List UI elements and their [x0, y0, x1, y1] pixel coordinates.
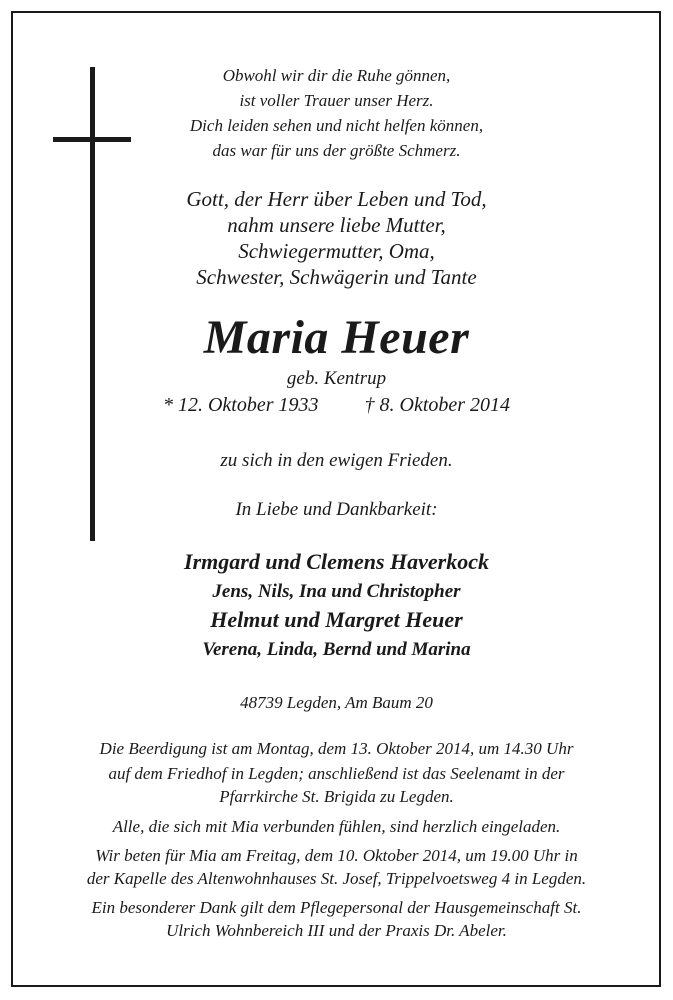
notice-line: Ein besonderer Dank gilt dem Pflegepersonal der Hausgemeinschaft St.	[91, 898, 582, 917]
notice-line: Pfarrkirche St. Brigida zu Legden.	[219, 787, 454, 806]
family-line: Jens, Nils, Ina und Christopher	[212, 581, 461, 602]
notice-line: der Kapelle des Altenwohnhauses St. Josef, Trippelvoetsweg 4 in Legden.	[86, 869, 587, 888]
peace-line: zu sich in den ewigen Frieden.	[220, 450, 453, 471]
notice-line: auf dem Friedhof in Legden; anschließend ist das Seelenamt in der	[108, 764, 565, 783]
family-line: Helmut und Margret Heuer	[210, 607, 463, 632]
notice-line: Die Beerdigung ist am Montag, dem 13. Oktober 2014, um 14.30 Uhr	[99, 739, 574, 758]
birth-date: * 12. Oktober 1933	[162, 394, 319, 416]
deceased-name: Maria Heuer	[203, 311, 470, 364]
maiden-name: geb. Kentrup	[286, 368, 387, 389]
notice-line: Wir beten für Mia am Freitag, dem 10. Oktober 2014, um 19.00 Uhr in	[95, 846, 578, 865]
life-dates	[0, 392, 673, 418]
intro-line: Schwiegermutter, Oma,	[238, 239, 435, 263]
intro-line: Gott, der Herr über Leben und Tod,	[186, 187, 487, 211]
poem-line: das war für uns der größte Schmerz.	[212, 141, 461, 160]
gratitude-line: In Liebe und Dankbarkeit:	[235, 499, 438, 520]
intro-line: Schwester, Schwägerin und Tante	[196, 265, 477, 289]
family-line: Verena, Linda, Bernd und Marina	[202, 639, 471, 660]
notice-line: Ulrich Wohnbereich III und der Praxis Dr. Abeler.	[166, 921, 507, 940]
address: 48739 Legden, Am Baum 20	[240, 693, 433, 712]
poem-line: Dich leiden sehen und nicht helfen können,	[189, 116, 484, 135]
family-line: Irmgard und Clemens Haverkock	[184, 549, 489, 574]
poem-line: Obwohl wir dir die Ruhe gönnen,	[222, 66, 451, 85]
poem-line: ist voller Trauer unser Herz.	[239, 91, 434, 110]
intro-line: nahm unsere liebe Mutter,	[227, 213, 446, 237]
notice-line: Alle, die sich mit Mia verbunden fühlen, sind herzlich eingeladen.	[112, 817, 561, 836]
death-date: † 8. Oktober 2014	[364, 394, 511, 416]
